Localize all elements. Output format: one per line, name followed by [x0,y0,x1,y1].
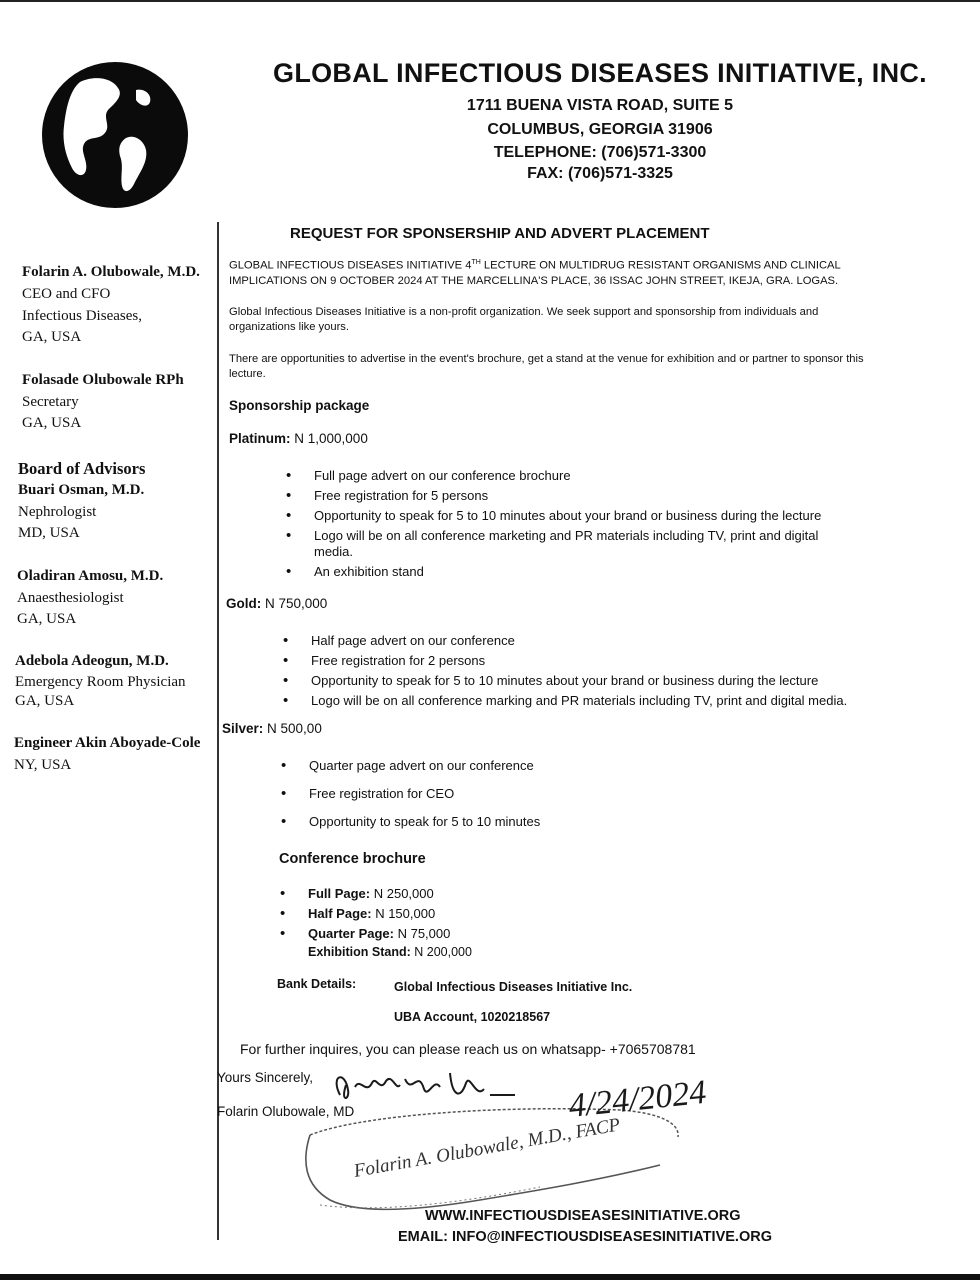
email: EMAIL: INFO@INFECTIOUSDISEASESINITIATIVE.ORG [398,1229,772,1245]
benefit-item: • Full Page: N 250,000 [280,886,580,902]
vertical-divider [217,222,219,1240]
website: WWW.INFECTIOUSDISEASESINITIATIVE.ORG [425,1208,741,1224]
signer-name: Folarin Olubowale, MD [217,1104,355,1119]
exhibition-price: Exhibition Stand: N 200,000 [308,945,472,959]
telephone: TELEPHONE: (706)571-3300 [493,144,707,161]
gold-tier: Gold: N 750,000 [226,596,328,611]
advisor-name: Buari Osman, M.D. [18,482,145,498]
intro-event: GLOBAL INFECTIOUS DISEASES INITIATIVE 4TH LECTURE ON MULTIDRUG RESISTANT ORGANISMS AND CLINICAL IMPLICATIONS ON 9 OCTOBER 2024 AT THE MARCELLINA'S PLACE, 36 ISSAC JOHN STREET, IKEJA, GRA. LOGAS. [229,259,841,287]
address-line-1: 1711 BUENA VISTA ROAD, SUITE 5 [466,97,734,114]
benefit-item: • Free registration for 5 persons [286,488,856,504]
silver-tier: Silver: N 500,00 [222,721,322,736]
signature-stamp [300,1065,740,1225]
closing: Yours Sincerely, [217,1070,314,1085]
intro-opportunities: There are opportunities to advertise in the event's brochure, get a stand at the venue for exhibition and or partner to sponsor this lecture. [229,353,864,380]
advisor-location: NY, USA [14,757,72,773]
board-heading: Board of Advisors [18,459,146,478]
benefit-item: • Full page advert on our conference brochure [286,468,856,484]
benefit-item: • Half Page: N 150,000 [280,906,580,922]
advisor-specialty: Nephrologist [18,504,97,520]
svg-text:Folarin A. Olubowale, M.D., FA: Folarin A. Olubowale, M.D., FACP [352,1114,622,1182]
svg-text:4/24/2024: 4/24/2024 [566,1073,708,1125]
bank-name: Global Infectious Diseases Initiative Inc. [394,980,633,994]
person-specialty: Infectious Diseases, [22,308,142,324]
benefit-item: • Logo will be on all conference marketing and PR materials including TV, print and digital media. [286,528,856,560]
advisor-name: Engineer Akin Aboyade-Cole [14,735,201,751]
brochure-prices [280,886,580,946]
advisor-location: GA, USA [15,693,75,709]
top-border [0,0,980,2]
person-role: CEO and CFO [22,286,111,302]
bottom-border [0,1274,980,1280]
benefit-item: • Half page advert on our conference [283,633,873,649]
platinum-benefits [286,468,856,584]
gold-benefits [283,633,873,713]
package-heading: Sponsorship package [229,398,370,413]
letter-title: REQUEST FOR SPONSERSHIP AND ADVERT PLACEMENT [290,225,710,242]
advisor-specialty: Emergency Room Physician [15,674,186,690]
org-name: GLOBAL INFECTIOUS DISEASES INITIATIVE, INC. [273,58,927,88]
benefit-item: • Logo will be on all conference marking and PR materials including TV, print and digital media. [283,693,873,709]
advisor-specialty: Anaesthesiologist [17,590,124,606]
contact-line: For further inquires, you can please reach us on whatsapp- +7065708781 [240,1041,696,1057]
silver-benefits [281,758,781,842]
benefit-item: • Opportunity to speak for 5 to 10 minutes about your brand or business during the lecture [283,673,873,689]
advisor-name: Oladiran Amosu, M.D. [17,568,164,584]
benefit-item: • An exhibition stand [286,564,856,580]
benefit-item: • Quarter page advert on our conference [281,758,781,774]
advisor-location: GA, USA [17,611,77,627]
bank-account: UBA Account, 1020218567 [394,1010,551,1024]
person-name: Folasade Olubowale RPh [22,372,184,388]
advisor-location: MD, USA [18,525,80,541]
benefit-item: • Free registration for CEO [281,786,781,802]
person-location: GA, USA [22,415,82,431]
benefit-item: • Opportunity to speak for 5 to 10 minutes [281,814,781,830]
person-role: Secretary [22,394,79,410]
intro-organization: Global Infectious Diseases Initiative is a non-profit organization. We seek support and sponsorship from individuals and organizations like yours. [229,306,819,333]
bank-label: Bank Details: [277,977,357,991]
fax: FAX: (706)571-3325 [527,165,673,182]
brochure-heading: Conference brochure [279,851,426,867]
person-name: Folarin A. Olubowale, M.D. [22,264,200,280]
benefit-item: • Free registration for 2 persons [283,653,873,669]
platinum-tier: Platinum: N 1,000,000 [229,431,368,446]
advisor-name: Adebola Adeogun, M.D. [15,653,169,669]
person-location: GA, USA [22,329,82,345]
address-line-2: COLUMBUS, GEORGIA 31906 [487,121,713,138]
benefit-item: • Quarter Page: N 75,000 [280,926,580,942]
globe-logo [40,60,190,210]
benefit-item: • Opportunity to speak for 5 to 10 minutes about your brand or business during the lecture [286,508,856,524]
